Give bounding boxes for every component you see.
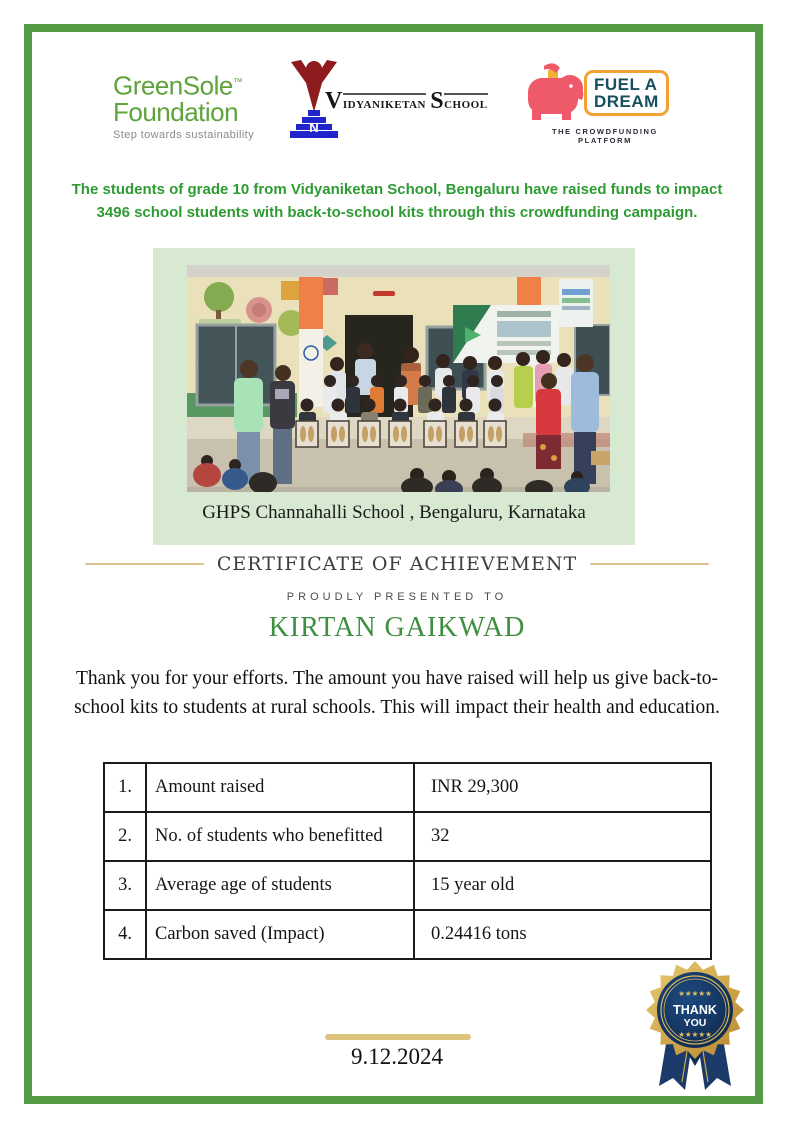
thank-you-badge (642, 960, 748, 1092)
recipient-name: KIRTAN GAIKWAD (268, 612, 526, 643)
fuel-a-dream-wordmark: FUEL A DREAM (584, 70, 669, 116)
greensole-name-line2: Foundation (113, 96, 239, 127)
table-row (104, 763, 711, 812)
table-row (104, 812, 711, 861)
trademark-symbol: ™ (232, 77, 243, 88)
presented-label: PROUDLY PRESENTED TO (286, 591, 508, 603)
campaign-summary-line2: 3496 school students with back-to-school kits through this crowdfunding campaign. (96, 204, 698, 221)
row-value: 15 year old (414, 861, 711, 910)
row-label: Carbon saved (Impact) (146, 910, 414, 959)
pyramid-letter: N (309, 120, 319, 135)
greensole-foundation-logo (113, 70, 278, 141)
badge-stars-bottom: ★★★★★ (678, 1030, 712, 1039)
thank-you-message (0, 664, 794, 722)
certificate-title-row (0, 553, 794, 575)
date-rule (325, 1034, 471, 1040)
thank-you-message-line1: Thank you for your efforts. The amount you have raised will help us give back-to- (75, 668, 719, 689)
vidyaniketan-name: Vidyaniketan School (325, 88, 488, 114)
impact-stats-table (103, 762, 712, 960)
badge-text-line1: THANK (673, 1003, 717, 1017)
certificate-date: 9.12.2024 (351, 1044, 443, 1069)
row-value: INR 29,300 (414, 763, 711, 812)
school-group-photo (187, 265, 610, 492)
campaign-summary (0, 178, 794, 224)
badge-stars-top: ★★★★★ (678, 989, 712, 998)
elephant-icon (524, 62, 590, 124)
certificate-title: CERTIFICATE OF ACHIEVEMENT (216, 553, 578, 575)
row-number: 3. (104, 861, 146, 910)
thank-you-message-line2: school kits to students at rural schools. This will impact their health and education. (74, 697, 720, 718)
row-number: 1. (104, 763, 146, 812)
fuel-a-dream-tagline: THE CROWDFUNDING PLATFORM (551, 127, 658, 145)
row-label: No. of students who benefitted (146, 812, 414, 861)
row-label: Average age of students (146, 861, 414, 910)
title-rule-right (590, 563, 709, 565)
table-row (104, 910, 711, 959)
row-number: 2. (104, 812, 146, 861)
row-value: 0.24416 tons (414, 910, 711, 959)
row-value: 32 (414, 812, 711, 861)
row-label: Amount raised (146, 763, 414, 812)
fuel-a-dream-logo (524, 62, 686, 145)
photo-caption: GHPS Channahalli School , Bengaluru, Karnataka (202, 502, 586, 523)
badge-text-line2: YOU (683, 1017, 707, 1029)
vidyaniketan-school-logo (283, 60, 508, 146)
school-photo-panel (153, 248, 635, 545)
title-rule-left (85, 563, 204, 565)
greensole-name: GreenSole™ (113, 70, 243, 101)
campaign-summary-line1: The students of grade 10 from Vidyaniketan School, Bengaluru have raised funds to impact (71, 181, 723, 198)
table-row (104, 861, 711, 910)
row-number: 4. (104, 910, 146, 959)
greensole-tagline: Step towards sustainability (113, 128, 255, 141)
